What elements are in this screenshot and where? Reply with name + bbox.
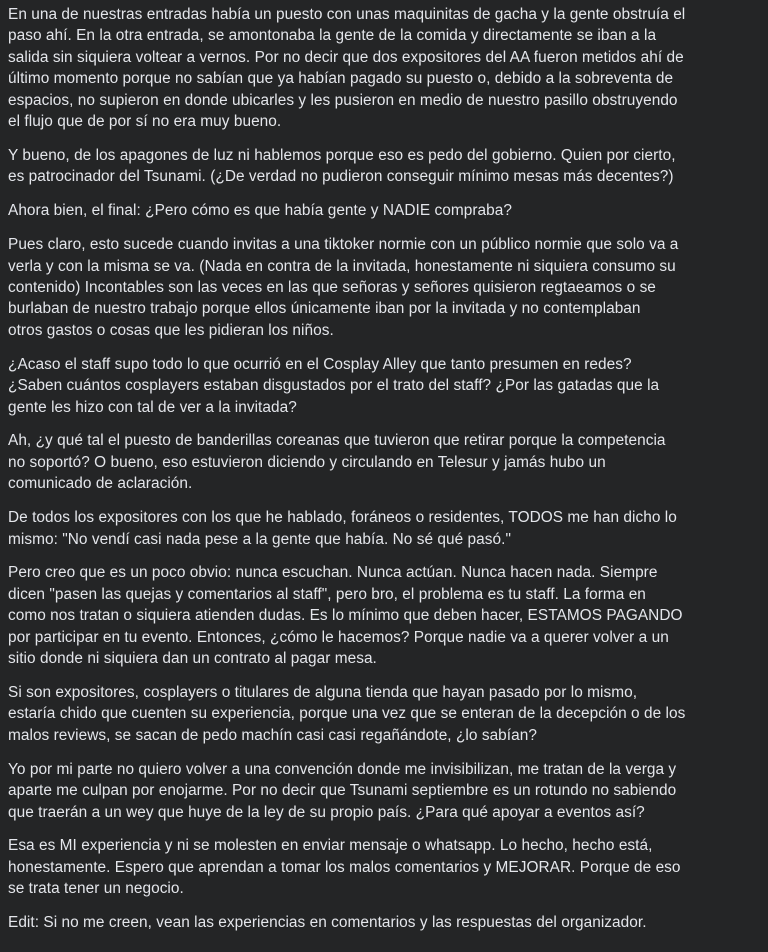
post-paragraph: Ah, ¿y qué tal el puesto de banderillas coreanas que tuvieron que retirar porque la competencia no soportó? O bueno, eso estuvieron diciendo y circulando en Telesur y jamás hubo un comunicado de aclaración. <box>8 432 666 493</box>
post-edit-note: Edit: Si no me creen, vean las experiencias en comentarios y las respuestas del organizador. <box>8 914 647 932</box>
post-paragraph: Ahora bien, el final: ¿Pero cómo es que había gente y NADIE compraba? <box>8 202 512 220</box>
post-paragraph: Pues claro, esto sucede cuando invitas a una tiktoker normie con un público normie que solo va a verla y con la misma se va. (Nada en contra de la invitada, honestamente ni siquiera consumo su contenido) Incontables son las veces en las que señoras y señores quisieron regtaeamos o se burlaban de nuestro trabajo porque ellos únicamente iban por la invitada y no contemplaban otros gastos o cosas que les pidieran los niños. <box>8 236 679 339</box>
post-paragraph: Pero creo que es un poco obvio: nunca escuchan. Nunca actúan. Nunca hacen nada. Siempre dicen "pasen las quejas y comentarios al staff", pero bro, el problema es tu staff. La forma en como nos tratan o siquiera atienden dudas. Es lo mínimo que deben hacer, ESTAMOS PAGANDO por participar en tu evento. Entonces, ¿cómo le hacemos? Porque nadie va a querer volver a un sitio donde ni siquiera dan un contrato al pagar mesa. <box>8 564 683 668</box>
post-paragraph: De todos los expositores con los que he hablado, foráneos o residentes, TODOS me han dicho lo mismo: "No vendí casi nada pese a la gente que había. No sé qué pasó." <box>8 509 677 548</box>
post-paragraph: Esa es MI experiencia y ni se molesten en enviar mensaje o whatsapp. Lo hecho, hecho está, honestamente. Espero que aprendan a tomar los malos comentarios y MEJORAR. Porque de eso se trata tener un negocio. <box>8 837 681 898</box>
post-paragraph: Y bueno, de los apagones de luz ni hablemos porque eso es pedo del gobierno. Quien por cierto, es patrocinador del Tsunami. (¿De verdad no pudieron conseguir mínimo mesas más decentes?) <box>8 146 676 186</box>
post-paragraph: Yo por mi parte no quiero volver a una convención donde me invisibilizan, me tratan de la verga y aparte me culpan por enojarme. Por no decir que Tsunami septiembre es un rotundo no sabiendo que traerán a un wey que huye de la ley de su propio país. ¿Para qué apoyar a eventos así? <box>8 760 677 821</box>
post-paragraph: En una de nuestras entradas había un puesto con unas maquinitas de gacha y la gente obstruía el paso ahí. En la otra entrada, se amontonaba la gente de la comida y directamente se iban a la salida sin siquiera voltear a vernos. Por no decir que dos expositores del AA fueron metidos ahí de último momento porque no sabían que ya habían pagado su puesto o, debido a la sobreventa de espacios, no supieron en donde ubicarles y les pusieron en medio de nuestro pasillo obstruyendo el flujo que de por sí no era muy bueno. <box>8 6 686 131</box>
post-paragraph: ¿Acaso el staff supo todo lo que ocurrió en el Cosplay Alley que tanto presumen en redes? ¿Saben cuántos cosplayers estaban disgustados por el trato del staff? ¿Por las gatadas que la gente les hizo con tal de ver a la invitada? <box>8 355 660 416</box>
post-paragraph: Si son expositores, cosplayers o titulares de alguna tienda que hayan pasado por lo mismo, estaría chido que cuenten su experiencia, porque una vez que se enteran de la decepción o de los malos reviews, se sacan de pedo machín casi casi regañándote, ¿lo sabían? <box>8 683 686 744</box>
